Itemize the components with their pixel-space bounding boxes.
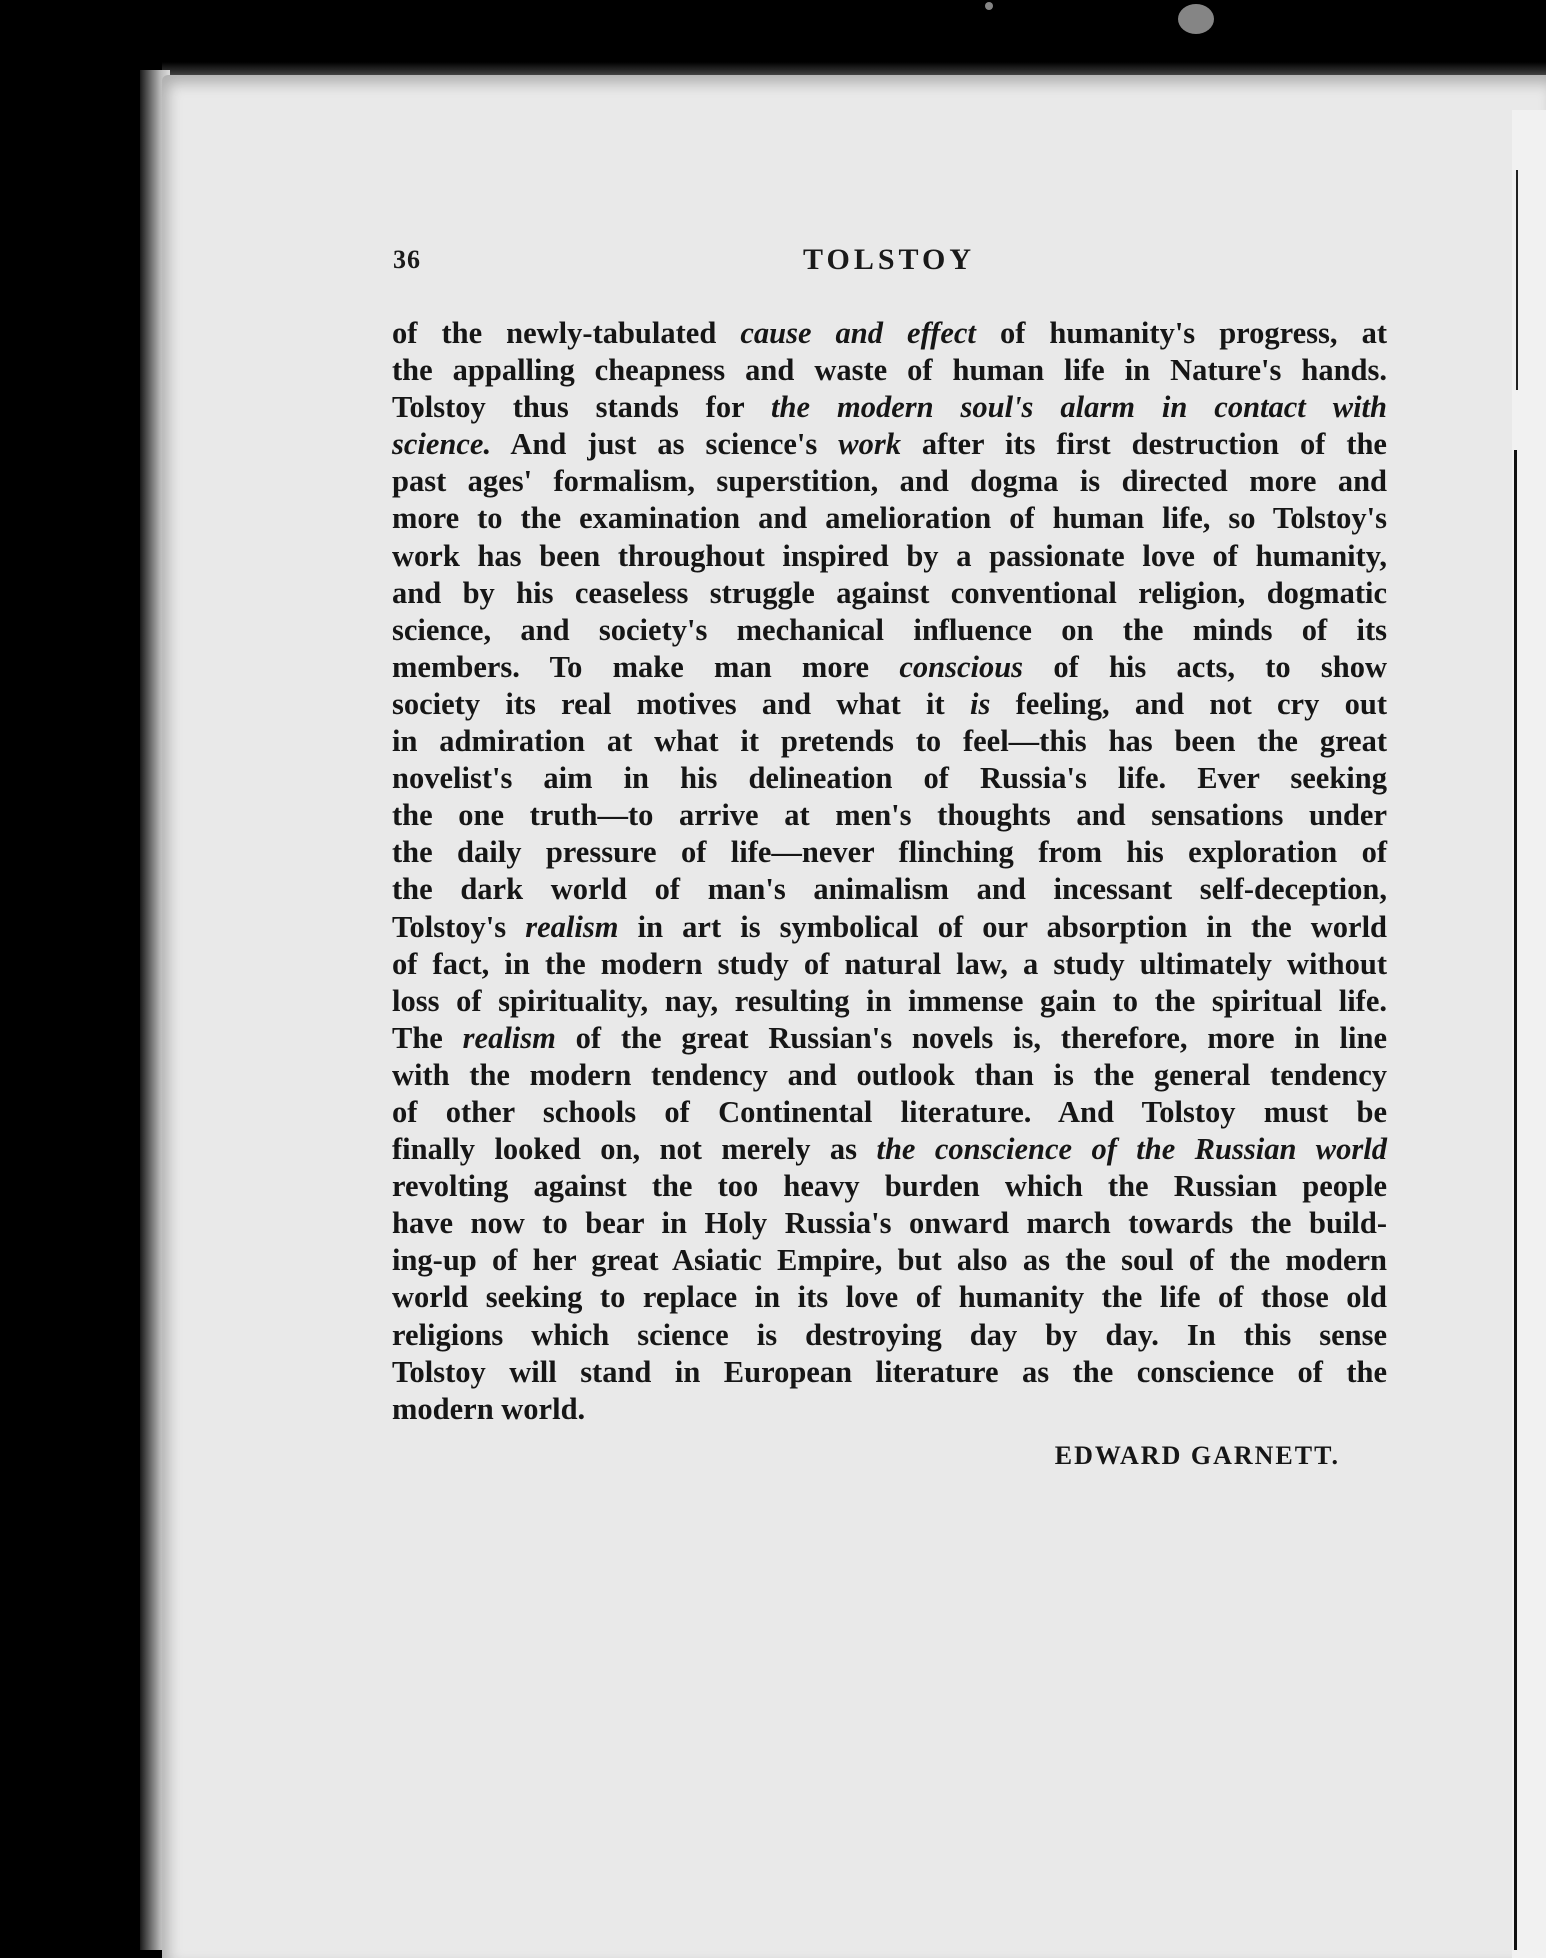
text-run: members. To make man more [392, 649, 900, 684]
text-run: of the great Russian's novels is, therefore, more in line [555, 1020, 1387, 1055]
scan-speck [985, 2, 993, 10]
text-line [392, 1131, 1387, 1168]
text-run: with the modern tendency and outlook than is the general tendency [392, 1057, 1387, 1092]
text-run: work has been throughout inspired by a passionate love of humanity, [392, 538, 1387, 573]
page-number: 36 [393, 245, 421, 274]
text-line [392, 612, 1387, 649]
text-line [392, 500, 1387, 537]
text-run: of the newly-tabulated [392, 316, 741, 350]
italic-text: conscious [899, 649, 1024, 684]
text-run: after its first destruction of the [900, 427, 1387, 462]
text-line [392, 909, 1387, 946]
text-line [392, 426, 1387, 463]
text-run: ing-up of her great Asiatic Empire, but also as the soul of the modern [392, 1243, 1387, 1278]
text-line [392, 1168, 1387, 1205]
text-run: loss of spirituality, nay, resulting in immense gain to the spiritual life. [392, 983, 1387, 1018]
text-line [392, 352, 1387, 389]
text-line [392, 1094, 1387, 1131]
author-signature: EDWARD GARNETT. [1054, 1441, 1340, 1470]
italic-text: the conscience of the Russian world [876, 1132, 1387, 1167]
text-line [392, 1205, 1387, 1242]
text-run: Tolstoy will stand in European literature as the conscience of the [392, 1354, 1387, 1389]
text-line [392, 1057, 1387, 1094]
text-run: and by his ceaseless struggle against conventional religion, dogmatic [392, 575, 1387, 610]
text-line [392, 723, 1387, 760]
text-run: Tolstoy's [392, 909, 526, 944]
text-run: in admiration at what it pretends to feel—this has been the great [392, 724, 1387, 759]
text-line [392, 1317, 1387, 1354]
text-line [392, 315, 1387, 352]
text-line [392, 946, 1387, 983]
text-run: more to the examination and amelioration of human life, so Tolstoy's [392, 501, 1387, 536]
text-run: of humanity's progress, at [975, 316, 1387, 350]
text-run: the dark world of man's animalism and incessant self-deception, [392, 872, 1387, 907]
italic-text: realism [525, 909, 619, 944]
text-line [392, 686, 1387, 723]
edge-rule [1514, 450, 1517, 1950]
text-line [392, 463, 1387, 500]
italic-text: realism [462, 1020, 556, 1055]
text-run: society its real motives and what it [392, 686, 970, 721]
running-head: TOLSTOY [803, 243, 975, 276]
text-run: the one truth—to arrive at men's thoughts and sensations under [392, 798, 1387, 833]
text-run: finally looked on, not merely as [392, 1132, 877, 1167]
text-line [392, 1354, 1387, 1391]
text-line [392, 538, 1387, 575]
text-line [392, 1020, 1387, 1057]
text-run: past ages' formalism, superstition, and dogma is directed more and [392, 464, 1387, 499]
edge-mark [1516, 170, 1518, 390]
adjacent-page-edge [1512, 110, 1546, 1958]
text-line [392, 760, 1387, 797]
text-line [392, 1391, 1387, 1428]
text-run: of fact, in the modern study of natural law, a study ultimately without [392, 946, 1387, 981]
text-run: novelist's aim in his delineation of Russia's life. Ever seeking [392, 761, 1387, 796]
text-run: of his acts, to show [1023, 649, 1387, 684]
text-line [392, 649, 1387, 686]
text-run: of other schools of Continental literature. And Tolstoy must be [392, 1094, 1387, 1129]
italic-text: work [838, 427, 901, 462]
text-run: science, and society's mechanical influence on the minds of its [392, 612, 1387, 647]
text-line [392, 983, 1387, 1020]
text-line [392, 1242, 1387, 1279]
text-line [392, 834, 1387, 871]
text-run: revolting against the too heavy burden which the Russian people [392, 1169, 1387, 1204]
page-header [393, 245, 1385, 285]
text-run: feeling, and not cry out [990, 686, 1387, 721]
italic-text: science. [392, 427, 492, 462]
text-run: modern world. [392, 1391, 586, 1426]
text-run: And just as science's [491, 427, 839, 462]
italic-text: is [969, 686, 991, 721]
text-line [392, 389, 1387, 426]
text-run: have now to bear in Holy Russia's onward march towards the build- [392, 1206, 1387, 1241]
text-run: the appalling cheapness and waste of human life in Nature's hands. [392, 353, 1387, 388]
text-line [392, 1279, 1387, 1316]
text-run: Tolstoy thus stands for [392, 390, 772, 425]
body-text [392, 315, 1387, 1428]
text-run: in art is symbolical of our absorption in the world [618, 909, 1388, 944]
text-line [392, 871, 1387, 908]
italic-text: the modern soul's alarm in contact with [771, 390, 1387, 425]
text-line [392, 575, 1387, 612]
text-run: religions which science is destroying day by day. In this sense [392, 1317, 1387, 1352]
text-run: world seeking to replace in its love of humanity the life of those old [392, 1280, 1387, 1315]
text-run: the daily pressure of life—never flinching from his exploration of [392, 835, 1387, 870]
scan-speck [1178, 4, 1214, 34]
text-line [392, 797, 1387, 834]
text-run: The [392, 1020, 463, 1055]
italic-text: cause and effect [740, 316, 976, 350]
